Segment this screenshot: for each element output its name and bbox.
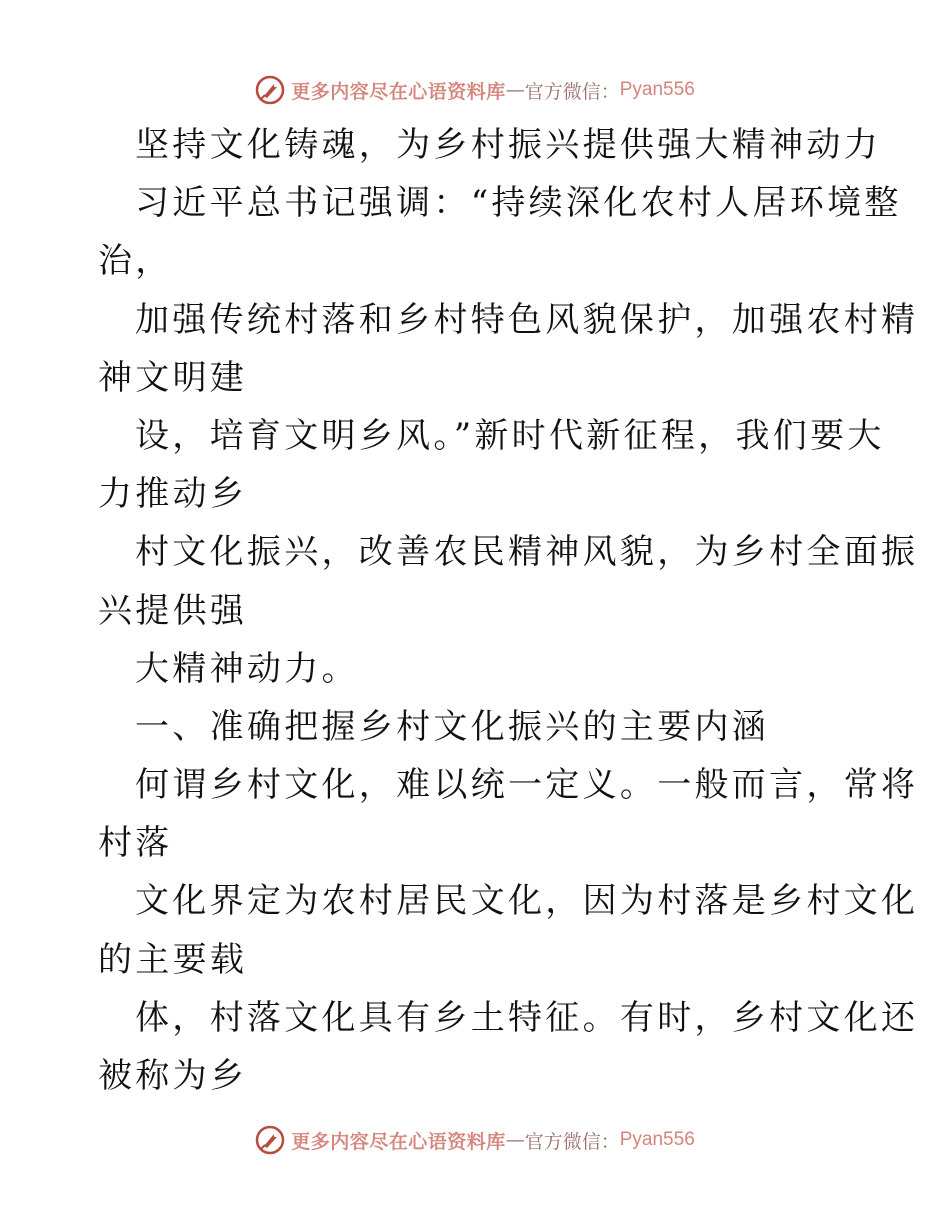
banner-slogan: 更多内容尽在心语资料库 <box>291 1130 506 1153</box>
paragraph-line: 设，培育文明乡风。”新时代新征程，我们要大 <box>135 415 885 456</box>
banner-wechat-label: 官方微信： <box>524 1130 620 1153</box>
paragraph-line: 被称为乡 <box>98 1056 248 1096</box>
document-title: 坚持文化铸魂，为乡村振兴提供强大精神动力 <box>135 125 881 165</box>
banner-wechat-label: 官方微信： <box>524 80 620 103</box>
paragraph-line: 何谓乡村文化，难以统一定义。一般而言，常将 <box>135 765 919 806</box>
paragraph-line: 村文化振兴，改善农民精神风貌，为乡村全面振 <box>135 532 919 573</box>
banner-wechat-id: Pyan556 <box>619 1129 695 1150</box>
paragraph-line: 加强传统村落和乡村特色风貌保护，加强农村精 <box>135 299 919 340</box>
paragraph-line: 文化界定为农村居民文化，因为村落是乡村文化 <box>135 881 919 922</box>
section-heading: 一、准确把握乡村文化振兴的主要内涵 <box>135 706 770 747</box>
paragraph-line: 治， <box>98 241 173 282</box>
paragraph-line: 兴提供强 <box>98 590 248 631</box>
pen-nib-logo-icon <box>255 75 285 105</box>
banner-wechat-id: Pyan556 <box>619 79 695 100</box>
banner-dash: — <box>505 1129 525 1151</box>
paragraph-line: 的主要载 <box>98 939 248 980</box>
header-banner <box>0 70 950 110</box>
document-body <box>98 116 919 1105</box>
paragraph-line: 大精神动力。 <box>135 648 359 689</box>
pen-nib-logo-icon <box>255 1125 285 1155</box>
paragraph-line: 力推动乡 <box>98 474 248 515</box>
banner-dash: — <box>505 79 525 101</box>
banner-slogan: 更多内容尽在心语资料库 <box>291 80 506 103</box>
footer-banner <box>0 1120 950 1160</box>
paragraph-line: 习近平总书记强调：“持续深化农村人居环境整 <box>135 183 902 224</box>
paragraph-line: 村落 <box>98 823 173 864</box>
paragraph-line: 体，村落文化具有乡土特征。有时，乡村文化还 <box>135 997 919 1038</box>
paragraph-line: 神文明建 <box>98 357 248 398</box>
